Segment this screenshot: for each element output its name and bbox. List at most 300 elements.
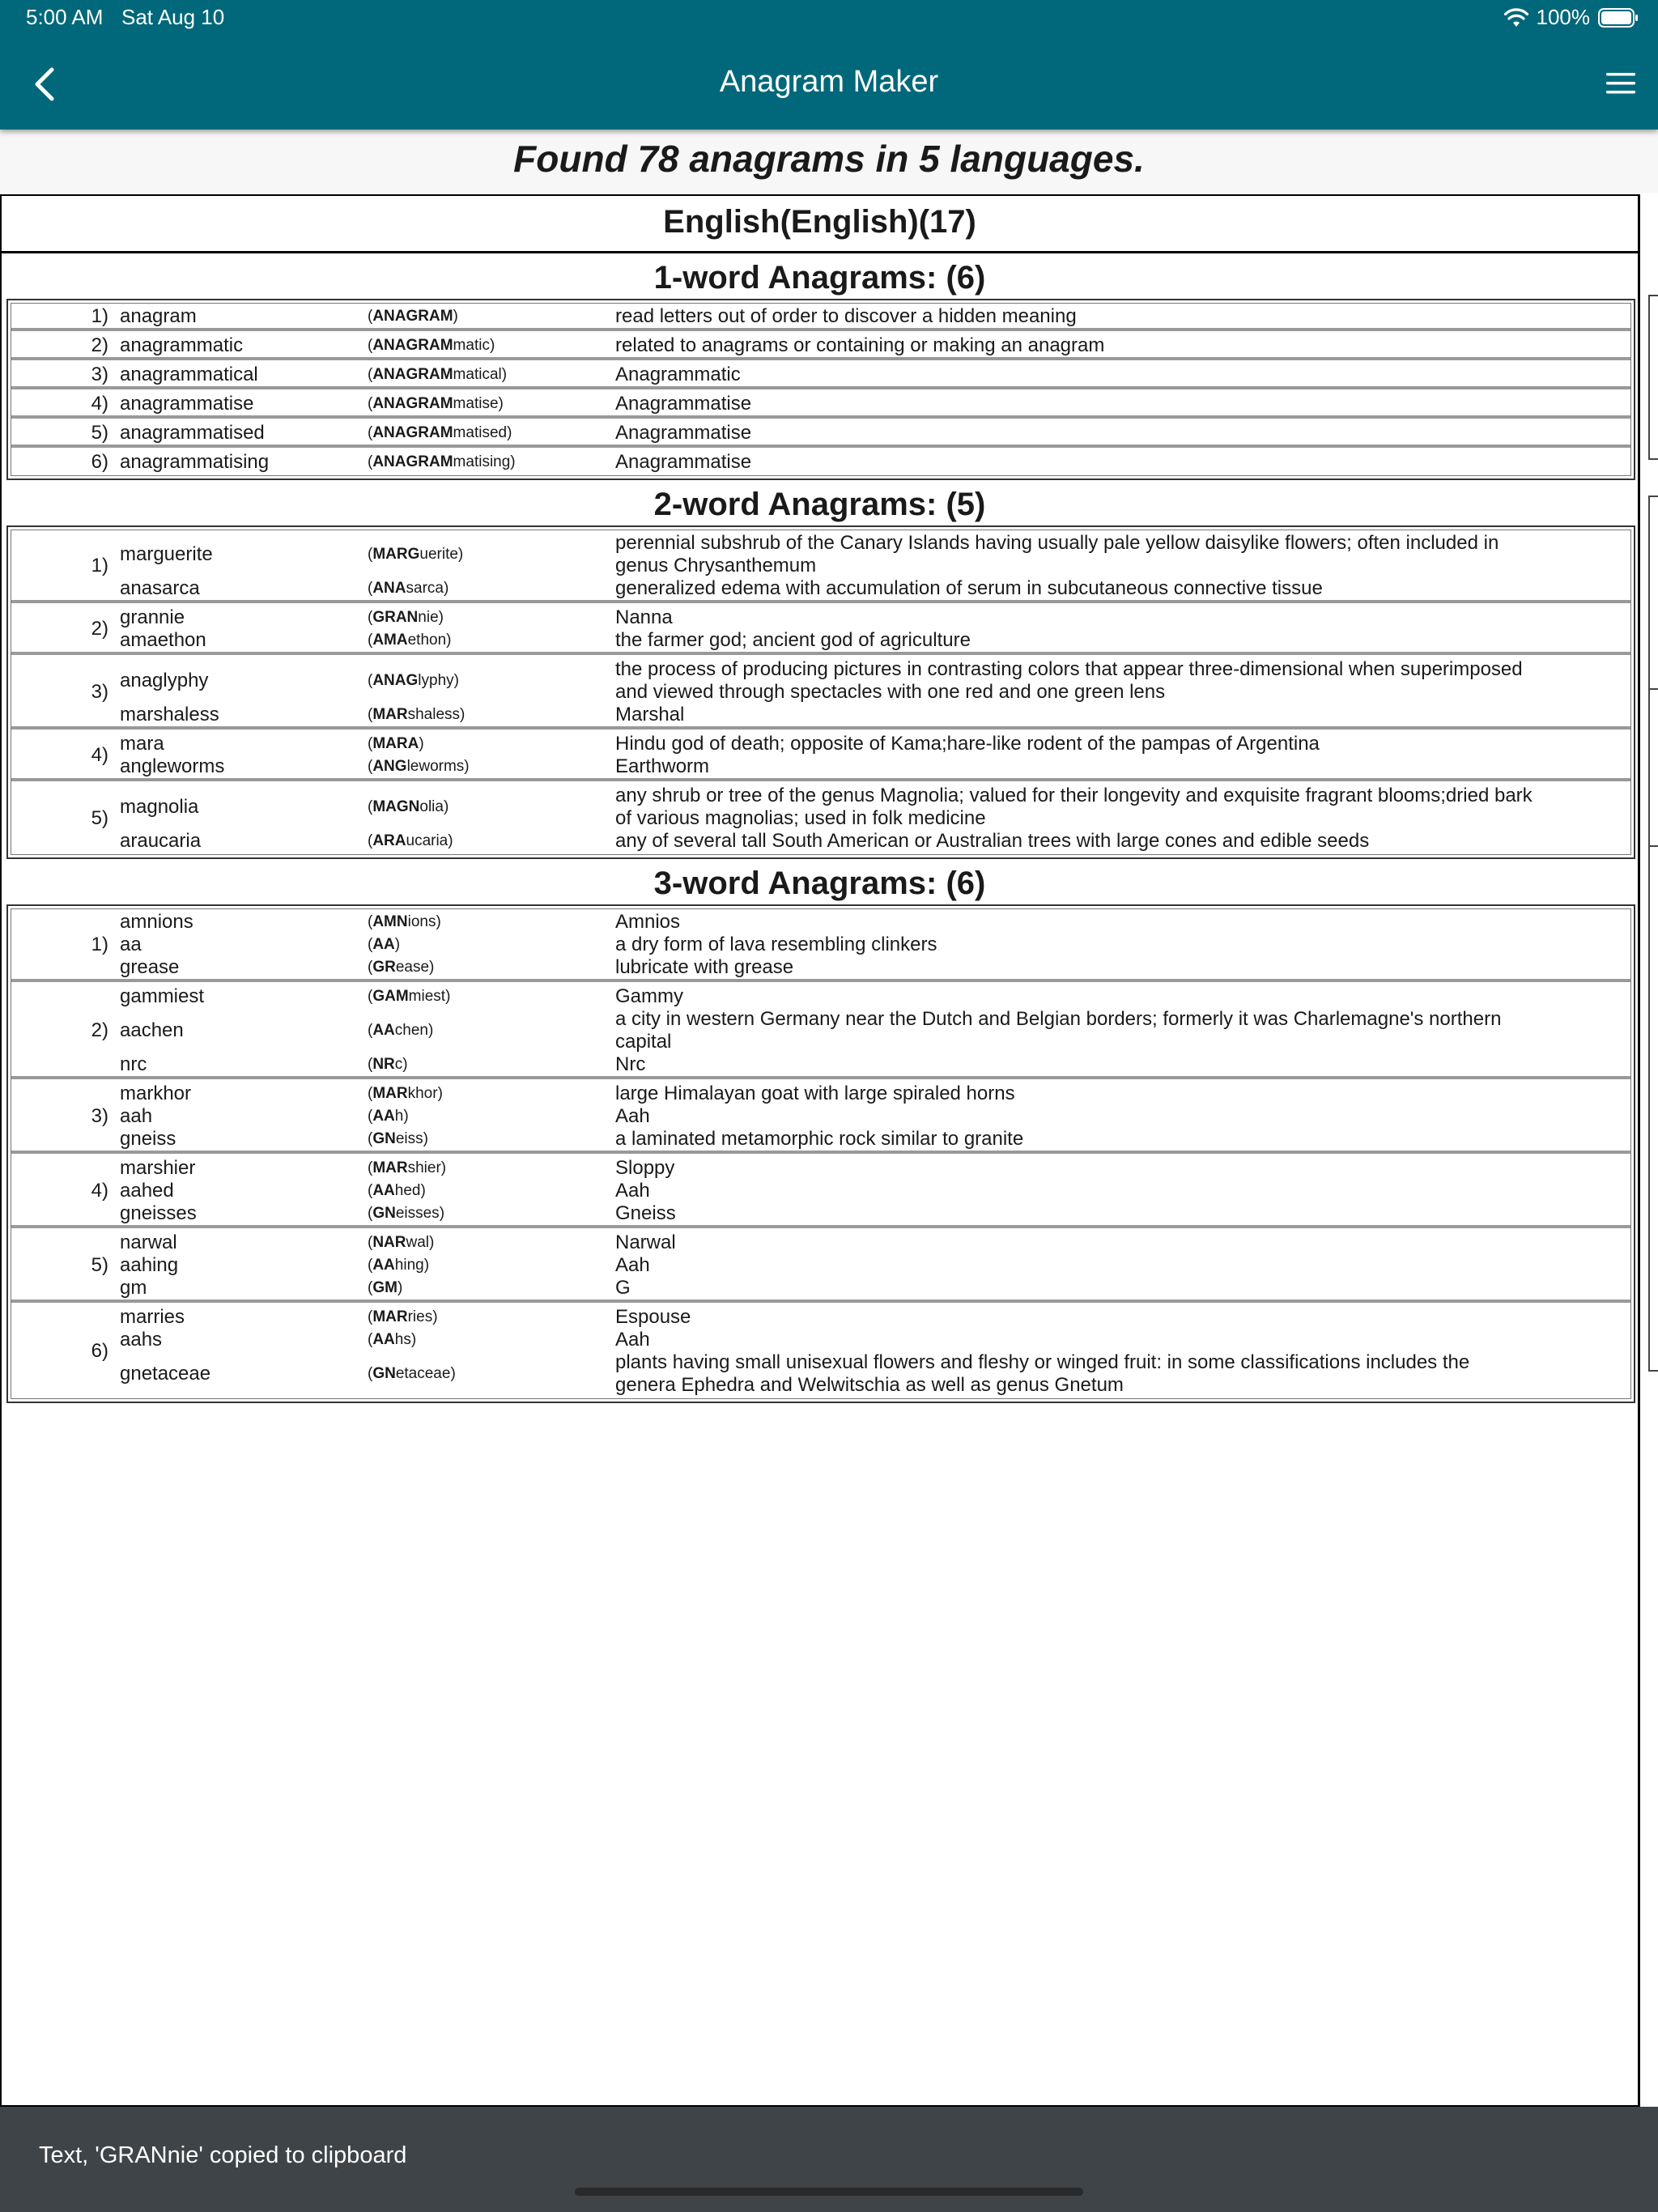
paren: (: [368, 308, 373, 325]
remaining-letters: ease: [395, 959, 430, 976]
definition: Anagrammatise: [615, 393, 752, 415]
marked-word[interactable]: [368, 1008, 615, 1053]
anagram-word[interactable]: angleworms: [120, 755, 225, 777]
paren: (: [368, 913, 373, 930]
matched-letters: ANAGRAM: [372, 308, 453, 325]
row-number: 4): [11, 1157, 120, 1228]
section-title: 1-word Anagrams: (6): [653, 260, 986, 296]
table-row: [11, 733, 1630, 781]
definitions-cell: [615, 393, 1630, 419]
anagram-word[interactable]: aa: [120, 934, 142, 955]
marked-words-cell: [368, 1083, 615, 1154]
paren: (: [368, 758, 373, 775]
anagram-word[interactable]: aahing: [120, 1254, 179, 1276]
table-row: [11, 305, 1630, 331]
remaining-letters: hs: [394, 1331, 411, 1348]
paren: (: [368, 936, 373, 953]
paren: (: [368, 1234, 373, 1251]
anagram-word[interactable]: magnolia: [120, 796, 199, 818]
matched-letters: ANA: [372, 580, 406, 597]
definitions-cell: [615, 364, 1630, 389]
matched-letters: MAGN: [372, 798, 420, 815]
results-panel: [0, 194, 1640, 2107]
matched-letters: GN: [372, 1205, 396, 1222]
matched-letters: MAR: [372, 1159, 408, 1176]
marked-word[interactable]: [368, 606, 615, 629]
remaining-letters: olia: [419, 798, 444, 815]
matched-letters: ANAGRAM: [372, 395, 453, 412]
remaining-letters: uerite: [419, 546, 458, 563]
words-cell: [120, 658, 368, 730]
marked-words-cell: [368, 985, 615, 1079]
anagram-word[interactable]: anagrammatical: [120, 364, 258, 385]
row-number: 2): [11, 606, 120, 655]
paren: (: [368, 1205, 373, 1222]
paren: ): [436, 913, 441, 930]
marked-word[interactable]: [368, 985, 615, 1008]
definition: Nrc: [615, 1053, 646, 1075]
panel-edge-box: [1648, 295, 1658, 460]
row-number: 1): [11, 532, 120, 603]
remaining-letters: leworms: [406, 758, 465, 775]
table-row: [11, 334, 1630, 360]
remaining-letters: shier: [407, 1159, 441, 1176]
marked-word[interactable]: [368, 1083, 615, 1105]
remaining-letters: hing: [394, 1257, 424, 1274]
remaining-letters: khor: [407, 1085, 438, 1102]
anagram-table: [6, 904, 1635, 1403]
marked-words-cell: [368, 364, 615, 389]
paren: ): [464, 758, 470, 775]
anagram-word[interactable]: marries: [120, 1306, 185, 1328]
paren: (: [368, 1182, 373, 1199]
paren: ): [437, 1085, 443, 1102]
definitions-cell: [615, 911, 1630, 982]
matched-letters: ARA: [372, 832, 406, 849]
paren: ): [394, 936, 401, 953]
marked-words-cell: [368, 334, 615, 360]
definitions-cell: [615, 985, 1630, 1079]
words-cell: [120, 334, 368, 360]
paren: (: [368, 735, 373, 752]
row-number: 1): [11, 911, 120, 982]
words-cell: [120, 305, 368, 331]
remaining-letters: matise: [453, 395, 499, 412]
words-cell: [120, 1083, 368, 1154]
paren: (: [368, 706, 373, 723]
anagram-word[interactable]: araucaria: [120, 830, 202, 852]
app-bar: [0, 0, 1658, 130]
definition: Aah: [615, 1180, 650, 1202]
marked-words-cell: [368, 733, 615, 781]
remaining-letters: sarca: [406, 580, 444, 597]
remaining-letters: ethon: [407, 632, 447, 649]
words-cell: [120, 985, 368, 1079]
anagram-word[interactable]: aahs: [120, 1329, 163, 1351]
marked-word[interactable]: [368, 1329, 615, 1351]
definition: Hindu god of death; opposite of Kama;hare-like rodent of the pampas of Argentina: [615, 733, 1320, 755]
matched-letters: MARA: [372, 735, 419, 752]
anagram-word[interactable]: gm: [120, 1277, 147, 1299]
anagram-word[interactable]: grannie: [120, 606, 185, 628]
definitions-cell: [615, 305, 1630, 331]
marked-word[interactable]: [368, 393, 615, 415]
paren: ): [489, 337, 495, 354]
marked-word[interactable]: [368, 532, 615, 577]
marked-word[interactable]: [368, 911, 615, 934]
row-number: 4): [11, 733, 120, 781]
row-number: 3): [11, 364, 120, 389]
matched-letters: AA: [372, 1331, 395, 1348]
toast-message: Text, 'GRANnie' copied to clipboard: [39, 2142, 407, 2168]
remaining-letters: nie: [418, 609, 439, 626]
paren: (: [368, 337, 373, 354]
remaining-letters: matic: [453, 337, 490, 354]
anagram-word[interactable]: gneisses: [120, 1202, 197, 1224]
hamburger-icon[interactable]: [1605, 70, 1637, 97]
definitions-cell: [615, 658, 1630, 730]
row-number: 3): [11, 658, 120, 730]
anagram-word[interactable]: gammiest: [120, 985, 205, 1007]
marked-word[interactable]: [368, 451, 615, 474]
definition: any of several tall South American or Australian trees with large cones and edible seeds: [615, 830, 1370, 852]
status-indicators: [1504, 5, 1639, 30]
marked-words-cell: [368, 606, 615, 655]
anagram-word[interactable]: narwal: [120, 1231, 177, 1253]
anagram-word[interactable]: anagrammatising: [120, 451, 270, 473]
anagram-word[interactable]: marshaless: [120, 704, 219, 725]
row-number: 6): [91, 451, 108, 473]
marked-words-cell: [368, 911, 615, 982]
marked-words-cell: [368, 422, 615, 448]
definition: plants having small unisexual flowers and fleshy or winged fruit: in some classifications includes the genera Ephedra and Welwitschia as well as genus Gnetum: [615, 1351, 1470, 1396]
remaining-letters: ucaria: [406, 832, 449, 849]
marked-word[interactable]: [368, 334, 615, 357]
marked-word[interactable]: [368, 422, 615, 445]
home-indicator[interactable]: [575, 2188, 1083, 2196]
words-cell: [120, 733, 368, 781]
marked-word[interactable]: [368, 956, 615, 979]
matched-letters: MAR: [372, 706, 408, 723]
paren: (: [368, 1108, 373, 1125]
matched-letters: MARG: [372, 546, 420, 563]
marked-word[interactable]: [368, 1202, 615, 1225]
marked-word[interactable]: [368, 934, 615, 956]
words-cell: [120, 911, 368, 982]
status-time: 5:00 AM: [26, 5, 104, 29]
paren: ): [445, 988, 451, 1005]
definitions-cell: [615, 606, 1630, 655]
definition: Marshal: [615, 704, 685, 725]
anagram-table: [6, 299, 1635, 480]
remaining-letters: eisses: [395, 1205, 440, 1222]
anagram-word[interactable]: amnions: [120, 911, 193, 933]
paren: ): [457, 546, 464, 563]
marked-word[interactable]: [368, 1105, 615, 1128]
paren: ): [440, 1159, 447, 1176]
anagram-word[interactable]: anaglyphy: [120, 670, 209, 691]
anagram-word[interactable]: nrc: [120, 1053, 147, 1075]
marked-word[interactable]: [368, 1180, 615, 1202]
marked-words-cell: [368, 785, 615, 853]
paren: ): [453, 672, 459, 689]
table-row: [11, 985, 1630, 1079]
definition: the process of producing pictures in contrasting colors that appear three-dimensional when superimposed and viewed through spectacles with one red and one green lens: [615, 658, 1523, 703]
anagram-word[interactable]: anagrammatise: [120, 393, 254, 415]
marked-words-cell: [368, 1306, 615, 1397]
definition: Anagrammatise: [615, 451, 752, 473]
paren: (: [368, 1159, 373, 1176]
definition: Aah: [615, 1329, 650, 1351]
marked-word[interactable]: [368, 1157, 615, 1180]
matched-letters: AA: [372, 1182, 395, 1199]
paren: ): [420, 1182, 426, 1199]
definition: a dry form of lava resembling clinkers: [615, 934, 937, 955]
paren: ): [507, 424, 512, 441]
paren: ): [419, 735, 424, 752]
remaining-letters: miest: [408, 988, 446, 1005]
battery-icon: [1598, 8, 1639, 28]
panel-edge-box: [1648, 688, 1658, 1372]
paren: ): [423, 1130, 428, 1147]
matched-letters: AMN: [372, 913, 408, 930]
definition: generalized edema with accumulation of serum in subcutaneous connective tissue: [615, 577, 1323, 599]
paren: (: [368, 1085, 373, 1102]
row-number: 2): [11, 985, 120, 1079]
anagram-word[interactable]: marshier: [120, 1157, 196, 1179]
paren: ): [427, 1022, 434, 1039]
matched-letters: GRAN: [372, 609, 419, 626]
paren: (: [368, 988, 373, 1005]
paren: ): [453, 308, 458, 325]
paren: (: [368, 959, 373, 976]
paren: ): [450, 1365, 456, 1382]
anagram-word[interactable]: amaethon: [120, 629, 206, 651]
definitions-cell: [615, 733, 1630, 781]
table-row: [11, 1157, 1630, 1228]
words-cell: [120, 1231, 368, 1303]
paren: ): [443, 580, 449, 597]
paren: (: [368, 546, 373, 563]
row-number: 5): [11, 422, 120, 448]
matched-letters: GR: [372, 959, 396, 976]
row-number: 6): [91, 1340, 108, 1362]
marked-word[interactable]: [368, 1231, 615, 1254]
definition: Espouse: [615, 1306, 691, 1328]
definition: read letters out of order to discover a hidden meaning: [615, 305, 1077, 327]
anagram-word[interactable]: marguerite: [120, 543, 213, 565]
marked-word[interactable]: [368, 1053, 615, 1076]
section-title: 2-word Anagrams: (5): [653, 487, 986, 522]
paren: ): [460, 706, 466, 723]
matched-letters: ANAGRAM: [372, 453, 453, 470]
anagram-word[interactable]: aachen: [120, 1019, 184, 1041]
remaining-letters: shaless: [407, 706, 461, 723]
remaining-letters: eiss: [395, 1130, 423, 1147]
remaining-letters: ries: [407, 1308, 433, 1325]
definition: a city in western Germany near the Dutch and Belgian borders; formerly it was Charlemagne's northern capital: [615, 1008, 1502, 1053]
marked-word[interactable]: [368, 658, 615, 704]
definition: Anagrammatise: [615, 422, 752, 444]
section-title: 3-word Anagrams: (6): [653, 866, 986, 901]
marked-word[interactable]: [368, 1351, 615, 1397]
matched-letters: ANAG: [372, 672, 419, 689]
anagram-word[interactable]: anasarca: [120, 577, 200, 599]
words-cell: [120, 393, 368, 419]
marked-words-cell: [368, 1231, 615, 1303]
table-row: [11, 785, 1630, 853]
table-row: [11, 911, 1630, 982]
table-row: [11, 1231, 1630, 1303]
table-row: [11, 606, 1630, 655]
remaining-letters: h: [394, 1108, 404, 1125]
paren: ): [429, 1234, 435, 1251]
paren: ): [446, 632, 452, 649]
paren: ): [501, 366, 508, 383]
matched-letters: GN: [372, 1130, 396, 1147]
marked-words-cell: [368, 532, 615, 603]
anagram-word[interactable]: anagrammatised: [120, 422, 265, 444]
anagram-table: [6, 525, 1635, 859]
remaining-letters: matising: [453, 453, 511, 470]
matched-letters: ANAGRAM: [372, 424, 453, 441]
marked-word[interactable]: [368, 830, 615, 853]
battery-percent: 100%: [1536, 5, 1590, 29]
marked-word[interactable]: [368, 733, 615, 755]
paren: ): [397, 1279, 403, 1296]
paren: (: [368, 672, 373, 689]
paren: (: [368, 832, 373, 849]
matched-letters: GN: [372, 1365, 396, 1382]
anagram-word[interactable]: anagram: [120, 305, 197, 327]
definition: Anagrammatic: [615, 364, 741, 385]
marked-word[interactable]: [368, 1254, 615, 1277]
paren: (: [368, 1279, 373, 1296]
paren: (: [368, 798, 373, 815]
marked-word[interactable]: [368, 1306, 615, 1329]
definition: related to anagrams or containing or making an anagram: [615, 334, 1105, 356]
marked-word[interactable]: [368, 629, 615, 652]
row-number: 1): [11, 305, 120, 331]
definition: Nanna: [615, 606, 673, 628]
anagram-word[interactable]: anagrammatic: [120, 334, 244, 356]
table-row: [11, 393, 1630, 419]
paren: (: [368, 1365, 373, 1382]
definition: Sloppy: [615, 1157, 675, 1179]
paren: ): [429, 959, 435, 976]
table-row: [11, 451, 1630, 474]
definition: Narwal: [615, 1231, 676, 1253]
anagram-word[interactable]: gneiss: [120, 1128, 176, 1150]
marked-word[interactable]: [368, 755, 615, 778]
paren: (: [368, 1130, 373, 1147]
anagram-word[interactable]: aah: [120, 1105, 153, 1127]
definition: Gammy: [615, 985, 683, 1007]
remaining-letters: matical: [453, 366, 502, 383]
anagram-word[interactable]: grease: [120, 956, 180, 978]
paren: (: [368, 395, 373, 412]
row-number: 2): [11, 334, 120, 360]
language-header: English(English)(17): [2, 196, 1638, 253]
remaining-letters: lyphy: [418, 672, 454, 689]
marked-words-cell: [368, 1157, 615, 1228]
paren: ): [423, 1257, 430, 1274]
words-cell: [120, 532, 368, 603]
marked-word[interactable]: [368, 364, 615, 386]
definition: the farmer god; ancient god of agriculture: [615, 629, 971, 651]
words-cell: [120, 1157, 368, 1228]
paren: (: [368, 632, 373, 649]
anagram-word[interactable]: markhor: [120, 1083, 192, 1104]
definition: G: [615, 1277, 631, 1299]
definitions-cell: [615, 1231, 1630, 1303]
paren: (: [368, 366, 373, 383]
page-title: Anagram Maker: [719, 65, 939, 99]
remaining-letters: chen: [394, 1022, 428, 1039]
paren: ): [498, 395, 504, 412]
matched-letters: AA: [372, 936, 395, 953]
anagram-word[interactable]: mara: [120, 733, 164, 755]
anagram-word[interactable]: aahed: [120, 1180, 174, 1202]
definition: Gneiss: [615, 1202, 676, 1224]
marked-word[interactable]: [368, 1128, 615, 1151]
matched-letters: AA: [372, 1108, 395, 1125]
marked-word[interactable]: [368, 1277, 615, 1300]
matched-letters: AMA: [372, 632, 408, 649]
definitions-cell: [615, 334, 1630, 360]
definition: Earthworm: [615, 755, 710, 777]
paren: ): [510, 453, 516, 470]
definition: large Himalayan goat with large spiraled horns: [615, 1083, 1015, 1104]
table-row: [11, 1083, 1630, 1154]
definitions-cell: [615, 1306, 1630, 1397]
row-number: 5): [91, 807, 108, 829]
definition: a laminated metamorphic rock similar to granite: [615, 1128, 1024, 1150]
definitions-cell: [615, 1157, 1630, 1228]
paren: ): [403, 1108, 409, 1125]
remaining-letters: c: [394, 1056, 403, 1073]
matched-letters: ANAGRAM: [372, 366, 453, 383]
paren: (: [368, 1056, 373, 1073]
paren: (: [368, 1308, 373, 1325]
anagram-word[interactable]: gnetaceae: [120, 1363, 211, 1385]
paren: ): [410, 1331, 417, 1348]
table-row: [11, 422, 1630, 448]
definitions-cell: [615, 532, 1630, 603]
matched-letters: NR: [372, 1056, 395, 1073]
words-cell: [120, 606, 368, 655]
marked-words-cell: [368, 393, 615, 419]
definitions-cell: [615, 422, 1630, 448]
definitions-cell: [615, 451, 1630, 474]
marked-word[interactable]: [368, 704, 615, 726]
marked-word[interactable]: [368, 305, 615, 328]
marked-word[interactable]: [368, 577, 615, 600]
paren: ): [402, 1056, 408, 1073]
paren: (: [368, 609, 373, 626]
remaining-letters: wal: [406, 1234, 430, 1251]
matched-letters: AA: [372, 1022, 395, 1039]
marked-words-cell: [368, 658, 615, 730]
words-cell: [120, 451, 368, 474]
words-cell: [120, 422, 368, 448]
marked-word[interactable]: [368, 785, 615, 830]
table-row: [11, 1306, 1630, 1397]
row-number: 5): [11, 1231, 120, 1303]
row-number: 3): [11, 1083, 120, 1154]
paren: ): [438, 609, 444, 626]
table-row: [11, 532, 1630, 603]
